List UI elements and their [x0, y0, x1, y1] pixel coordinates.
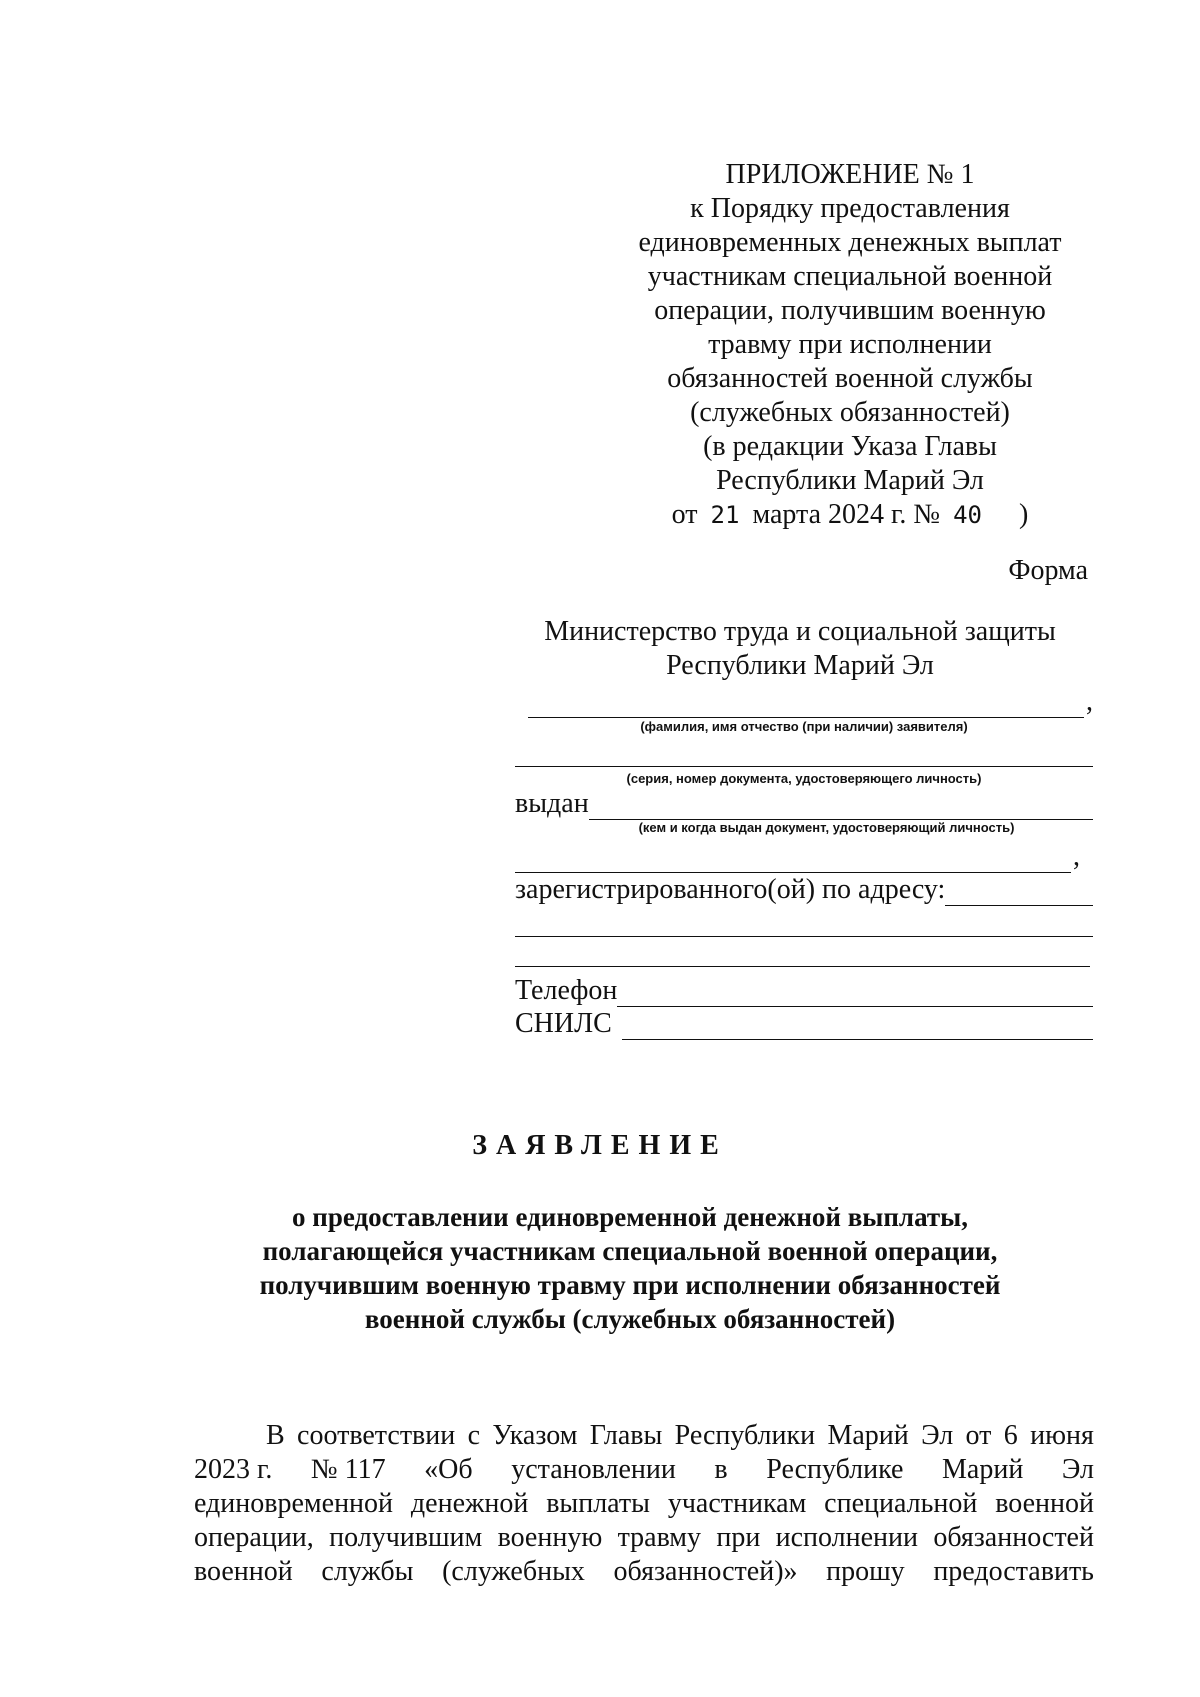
body-word: военной [995, 1488, 1094, 1519]
body-word: единовременной [194, 1488, 394, 1519]
body-word: денежной [410, 1488, 529, 1519]
body-word: службы [321, 1556, 414, 1587]
decree-number: 40 [953, 501, 982, 529]
body-word: при [716, 1522, 761, 1553]
subtitle-line: военной службы (служебных обязанностей) [364, 1304, 896, 1334]
body-word: Республике [766, 1454, 904, 1485]
address-continuation-field[interactable] [515, 910, 1093, 937]
body-word: «Об [424, 1454, 473, 1485]
body-line [194, 1419, 1094, 1453]
body-word: с [467, 1420, 481, 1451]
body-word: предоставить [933, 1556, 1094, 1587]
body-word: Эл [921, 1420, 954, 1451]
decree-month-year: марта 2024 г. № [752, 499, 941, 530]
appendix-line: участникам специальной военной [647, 261, 1053, 292]
statement-subtitle [200, 1200, 1060, 1336]
snils-line[interactable] [622, 1013, 1093, 1040]
body-word: установлении [511, 1454, 676, 1485]
address-continuation-line[interactable] [515, 910, 1093, 937]
body-word: (служебных [442, 1556, 585, 1587]
appendix-line: травму при исполнении [708, 329, 992, 360]
body-word: исполнении [775, 1522, 918, 1553]
decree-prefix: от [671, 499, 698, 530]
body-word: № 117 [310, 1454, 386, 1485]
addressee-ministry [500, 615, 1100, 683]
body-word: в [714, 1454, 728, 1485]
body-word: специальной [824, 1488, 978, 1519]
body-word: военной [194, 1556, 293, 1587]
statement-title: ЗАЯВЛЕНИЕ [472, 1130, 728, 1161]
appendix-line: Республики Марий Эл [716, 465, 984, 496]
issued-label: выдан [515, 788, 589, 819]
body-word: 2023 г. [194, 1454, 273, 1485]
body-word: Марий [827, 1420, 909, 1451]
body-word: операции, [194, 1522, 314, 1553]
snils-field[interactable] [515, 1008, 1093, 1040]
body-word: получившим [329, 1522, 483, 1553]
document-number-line[interactable] [515, 740, 1093, 767]
body-word: обязанностей [933, 1522, 1094, 1553]
body-word: соответствии [297, 1420, 456, 1451]
body-word: прошу [826, 1556, 905, 1587]
body-word: Марий [942, 1454, 1024, 1485]
issued-by-field[interactable] [515, 788, 1093, 820]
appendix-line: единовременных денежных выплат [638, 227, 1062, 258]
body-word: военную [497, 1522, 603, 1553]
decree-reference [580, 498, 1120, 532]
body-line [194, 1453, 1094, 1487]
body-word: В [266, 1420, 285, 1451]
decree-suffix: ) [1019, 499, 1029, 530]
applicant-name-hint: (фамилия, имя отчество (при наличии) заявителя) [640, 719, 968, 734]
body-word: от [965, 1420, 992, 1451]
address-field[interactable] [515, 874, 1093, 906]
appendix-line: операции, получившим военную [654, 295, 1046, 326]
address-line[interactable] [945, 879, 1093, 906]
document-number-hint: (серия, номер документа, удостоверяющего личность) [626, 771, 982, 786]
body-word: Эл [1061, 1454, 1094, 1485]
subtitle-line: получившим военную травму при исполнении обязанностей [259, 1270, 1001, 1300]
issued-by-hint: (кем и когда выдан документ, удостоверяющий личность) [638, 820, 1015, 835]
appendix-title: ПРИЛОЖЕНИЕ № 1 [725, 159, 975, 190]
appendix-header [580, 158, 1120, 532]
body-word: выплаты [546, 1488, 650, 1519]
body-word: участникам [667, 1488, 807, 1519]
phone-line[interactable] [617, 980, 1093, 1007]
field-comma: , [1073, 841, 1080, 872]
body-line [194, 1555, 1094, 1589]
body-word: 6 [1003, 1420, 1018, 1451]
statement-body [194, 1419, 1094, 1589]
appendix-line: (в редакции Указа Главы [703, 431, 997, 462]
appendix-line: обязанностей военной службы [667, 363, 1033, 394]
field-comma: , [1086, 686, 1093, 717]
body-word: июня [1030, 1420, 1094, 1451]
decree-day: 21 [710, 501, 740, 529]
subtitle-line: о предоставлении единовременной денежной выплаты, [292, 1202, 968, 1232]
phone-label: Телефон [515, 975, 618, 1006]
appendix-line: (служебных обязанностей) [690, 397, 1010, 428]
issued-by-line[interactable] [589, 793, 1093, 820]
ministry-line: Министерство труда и социальной защиты [544, 616, 1056, 647]
body-word: травму [617, 1522, 702, 1553]
body-word: Указом [492, 1420, 578, 1451]
phone-field[interactable] [515, 975, 1093, 1007]
body-word: Республики [674, 1420, 816, 1451]
body-word: Главы [589, 1420, 663, 1451]
issued-by-continuation-field[interactable] [515, 841, 1080, 873]
body-word: обязанностей)» [613, 1556, 798, 1587]
ministry-line: Республики Марий Эл [666, 650, 934, 681]
applicant-name-field[interactable] [528, 686, 1093, 718]
appendix-line: к Порядку предоставления [690, 193, 1010, 224]
subtitle-line: полагающейся участникам специальной военной операции, [262, 1236, 998, 1266]
address-continuation-field-2[interactable] [515, 940, 1090, 967]
form-label: Форма [1008, 555, 1088, 586]
body-line [194, 1487, 1094, 1521]
body-line [194, 1521, 1094, 1555]
applicant-name-line[interactable] [528, 691, 1084, 718]
address-continuation-line[interactable] [515, 940, 1090, 967]
snils-label: СНИЛС [515, 1008, 612, 1039]
address-label: зарегистрированного(ой) по адресу: [515, 874, 946, 905]
document-number-field[interactable] [515, 740, 1093, 767]
issued-by-continuation-line[interactable] [515, 846, 1071, 873]
